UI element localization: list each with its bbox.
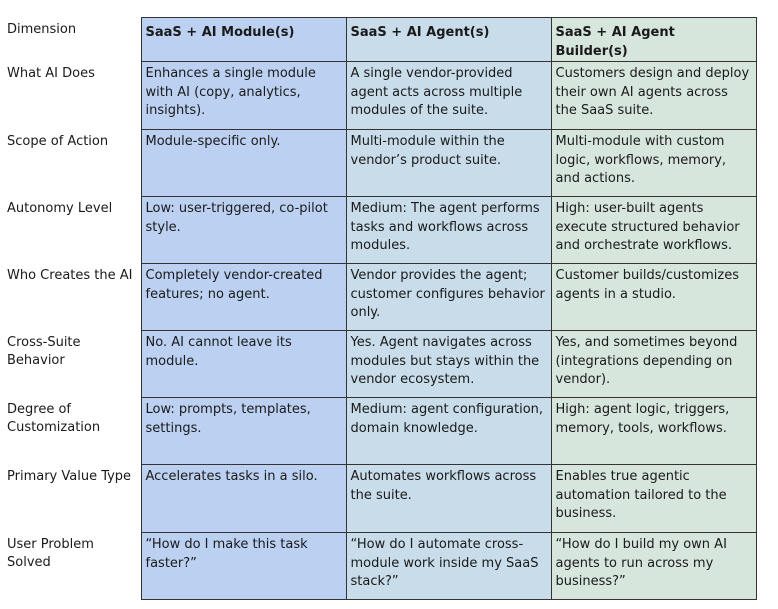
builder-cell: High: user-built agents execute structured behavior and orchestrate workflows. [551, 197, 756, 264]
table-row [3, 264, 756, 331]
module-cell: Completely vendor-created features; no agent. [141, 264, 346, 331]
agent-cell: Multi-module within the vendor’s product suite. [346, 130, 551, 197]
header-dimension: Dimension [3, 18, 141, 62]
dimension-cell: Scope of Action [3, 130, 141, 197]
agent-cell: Automates workflows across the suite. [346, 465, 551, 533]
agent-cell: Medium: agent configuration, domain knowledge. [346, 398, 551, 465]
builder-cell: “How do I build my own AI agents to run across my business?” [551, 533, 756, 600]
module-cell: “How do I make this task faster?” [141, 533, 346, 600]
dimension-cell: User Problem Solved [3, 533, 141, 600]
agent-cell: Medium: The agent performs tasks and workflows across modules. [346, 197, 551, 264]
dimension-cell: Primary Value Type [3, 465, 141, 533]
agent-cell: Vendor provides the agent; customer configures behavior only. [346, 264, 551, 331]
builder-cell: High: agent logic, triggers, memory, tools, workflows. [551, 398, 756, 465]
module-cell: Low: prompts, templates, settings. [141, 398, 346, 465]
table-row [3, 130, 756, 197]
dimension-cell: Cross-Suite Behavior [3, 331, 141, 398]
table-row [3, 465, 756, 533]
header-row [3, 18, 756, 62]
builder-cell: Customer builds/customizes agents in a studio. [551, 264, 756, 331]
table-row [3, 398, 756, 465]
table-row [3, 533, 756, 600]
table-row [3, 62, 756, 130]
dimension-cell: Degree of Customization [3, 398, 141, 465]
module-cell: Enhances a single module with AI (copy, analytics, insights). [141, 62, 346, 130]
builder-cell: Yes, and sometimes beyond (integrations depending on vendor). [551, 331, 756, 398]
dimension-cell: Who Creates the AI [3, 264, 141, 331]
agent-cell: A single vendor-provided agent acts across multiple modules of the suite. [346, 62, 551, 130]
table-row [3, 331, 756, 398]
dimension-cell: Autonomy Level [3, 197, 141, 264]
builder-cell: Enables true agentic automation tailored to the business. [551, 465, 756, 533]
comparison-table [3, 17, 757, 600]
builder-cell: Customers design and deploy their own AI agents across the SaaS suite. [551, 62, 756, 130]
module-cell: Low: user-triggered, co-pilot style. [141, 197, 346, 264]
header-builder: SaaS + AI Agent Builder(s) [551, 18, 756, 62]
agent-cell: Yes. Agent navigates across modules but stays within the vendor ecosystem. [346, 331, 551, 398]
header-module: SaaS + AI Module(s) [141, 18, 346, 62]
table-row [3, 197, 756, 264]
agent-cell: “How do I automate cross-module work inside my SaaS stack?” [346, 533, 551, 600]
header-agent: SaaS + AI Agent(s) [346, 18, 551, 62]
module-cell: Accelerates tasks in a silo. [141, 465, 346, 533]
builder-cell: Multi-module with custom logic, workflows, memory, and actions. [551, 130, 756, 197]
dimension-cell: What AI Does [3, 62, 141, 130]
module-cell: Module-specific only. [141, 130, 346, 197]
module-cell: No. AI cannot leave its module. [141, 331, 346, 398]
